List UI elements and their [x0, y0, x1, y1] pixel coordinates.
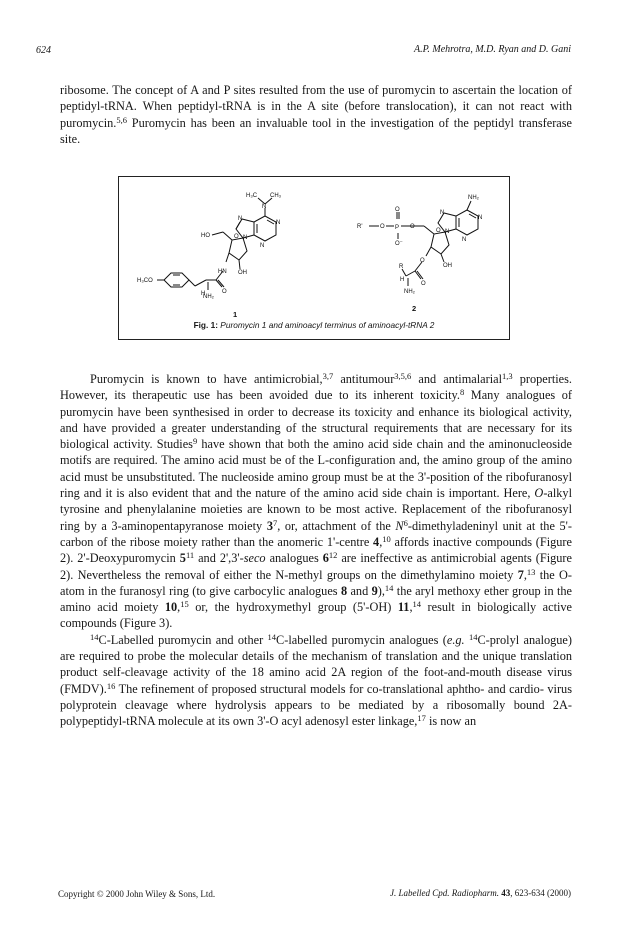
text-run: C-labelled puromycin analogues (	[276, 632, 447, 647]
text-run: C-prolyl analogue) are required to probe the molecular details of the mechanism of translation and the unique translation product self-cleavage activity of the 18 amino acid 2A region of the foot-and-mouth disease virus (FMDV).	[60, 632, 572, 696]
text-run: , or, attachment of the	[277, 518, 396, 533]
text-run: ,	[379, 534, 383, 549]
atom-label: NH₂	[203, 294, 214, 300]
atom-label: O⁻	[395, 241, 403, 247]
superscript: 6	[403, 517, 408, 528]
text-run: Puromycin is known to have antimicrobial,	[90, 372, 323, 386]
atom-label: P	[395, 225, 400, 231]
reference-superscript: 10	[382, 533, 391, 544]
atom-label: O	[380, 224, 385, 230]
italic-text: e.g.	[446, 632, 465, 647]
aminoacyl-trna-atom-labels	[357, 195, 482, 313]
compound-ref: 9	[371, 583, 378, 598]
page-number: 624	[36, 45, 51, 56]
italic-text: O	[534, 486, 544, 501]
compound-ref: 8	[340, 583, 348, 598]
atom-label: OH	[238, 270, 247, 276]
atom-label: OH	[443, 263, 452, 269]
compound-ref: 10	[164, 600, 178, 615]
atom-label: O	[222, 289, 227, 295]
isotope-superscript: 14	[468, 631, 478, 642]
atom-label: HN	[218, 269, 227, 275]
text-run: ,	[409, 600, 413, 615]
reference-superscript: 8	[459, 387, 465, 398]
atom-label: H	[201, 291, 206, 297]
text-run: ,	[523, 567, 527, 582]
atom-label: O	[420, 258, 425, 264]
text-run: have shown that both the amino acid side chain and the aminonucleoside motifs are required. The amino acid must be of the L-configuration and, the amino group of the amino acid must be unsubstituted. The nucleoside amino group must be at the 3'-position of the ribofuranosyl ring and it is also evident that and the nature of the amino acid side chain is important. Here,	[60, 437, 572, 501]
journal-citation	[390, 888, 571, 898]
atom-label: R'	[357, 224, 363, 230]
text-run: antitumour	[333, 372, 395, 386]
text-run: result in biologically active compounds (Figure 3).	[60, 600, 573, 631]
atom-label: R	[399, 264, 404, 270]
atom-label: N	[478, 215, 483, 221]
text-run: Many analogues of puromycin have been synthesised in order to decrease its toxicity and enhance its biological activity, and have provided a greater understanding of the structural requirements that are necessary for its biological activity. Studies	[60, 388, 572, 452]
text-run: Puromycin has been an invaluable tool in the investigation of the peptidyl transferase site.	[60, 115, 572, 146]
figure-caption	[119, 320, 509, 330]
reference-superscript: 1,3	[502, 371, 513, 381]
reference-superscript: 14	[384, 582, 394, 593]
text-run: affords inactive compounds (Figure 2). 2'-Deoxypuromycin	[60, 534, 572, 566]
text-run: analogues	[265, 551, 323, 566]
atom-label: O	[234, 234, 239, 240]
text-run: ribosome. The concept of A and P sites resulted from the use of puromycin to ascertain the location of peptidyl-tRNA. When peptidyl-tRNA is in the A site (before translocation), it can not react with puromycin.	[60, 83, 572, 130]
compound-ref: 4	[373, 534, 380, 549]
text-run: and antimalarial	[411, 372, 502, 386]
text-run: and 2',3'-	[194, 551, 244, 566]
atom-label: N	[440, 210, 445, 216]
atom-label: N	[462, 237, 467, 243]
compound-ref: 3	[266, 518, 273, 533]
text-run: the O-atom in the furanosyl ring (to give carbocylic analogues	[60, 567, 572, 598]
compound-ref: 5	[179, 551, 186, 566]
body-paragraph-2	[60, 371, 572, 730]
reference-superscript: 13	[526, 566, 536, 577]
reference-superscript: 15	[180, 599, 189, 610]
isotope-superscript: 14	[267, 631, 277, 642]
text-run: The refinement of proposed structural models for co-translational aphtho- and cardio- virus polyprotein cleavage where hydrolysis appears to be mediated by a ribosomally bound 2A-polypeptidyl-tRNA molecule at its own 3'-O acyl adenosyl ester linkage,	[60, 681, 572, 729]
reference-superscript: 12	[328, 550, 338, 561]
text-run: C-Labelled puromycin and other	[98, 632, 268, 647]
text-run: is now an	[425, 714, 477, 729]
caption-text: Puromycin 1 and aminoacyl terminus of aminoacyl-tRNA 2	[218, 320, 435, 330]
copyright-notice: Copyright © 2000 John Wiley & Sons, Ltd.	[58, 889, 216, 899]
compound-number: 2	[412, 304, 417, 313]
atom-label: N	[445, 229, 450, 235]
atom-label: O	[436, 228, 441, 234]
atom-label: CH₃	[270, 193, 282, 199]
text-run: ),	[377, 583, 385, 598]
reference-superscript: 7	[272, 517, 278, 528]
atom-label: N	[238, 216, 243, 222]
journal-name: J. Labelled Cpd. Radiopharm.	[390, 888, 499, 898]
puromycin-atom-labels	[137, 193, 282, 319]
running-head: A.P. Mehrotra, M.D. Ryan and D. Gani	[413, 44, 571, 55]
reference-superscript: 17	[417, 713, 426, 724]
atom-label: NH₂	[404, 289, 415, 295]
atom-label: O	[395, 207, 400, 213]
puromycin-structure	[157, 198, 276, 290]
reference-superscript: 11	[185, 550, 195, 561]
text-run: or, the hydroxymethyl group (5'-OH)	[188, 600, 398, 615]
text-run: properties. However, its therapeutic use has been avoided due to its inherent toxicity.	[60, 372, 572, 403]
reference-superscript: 16	[106, 680, 116, 691]
atom-label: HO	[201, 233, 210, 239]
atom-label: H₃CO	[137, 278, 153, 284]
atom-label: H₃C	[246, 193, 258, 199]
atom-label: N	[276, 220, 281, 226]
reference-superscript: 5,6	[116, 114, 127, 125]
intro-paragraph	[60, 82, 572, 147]
text-run: -dimethyladeninyl unit at the 5'-carbon of the ribose moiety rather than the anomeric 1'-centre	[60, 518, 572, 549]
text-run: -alkyl tyrosine and phenylalanine moieties are known to be most active. Replacement of the ribofuranosyl ring by a 3-aminopentapyranose moiety	[60, 486, 572, 533]
atom-label: O	[421, 281, 426, 287]
page-range: , 623-634 (2000)	[510, 888, 571, 898]
atom-label: O	[410, 224, 415, 230]
text-run: and	[347, 583, 372, 598]
text-run: the aryl methoxy ether group in the amino acid moiety	[60, 583, 573, 615]
reference-superscript: 3,5,6	[394, 371, 412, 381]
caption-label: Fig. 1:	[193, 320, 218, 330]
reference-superscript: 14	[412, 599, 422, 610]
volume-number: 43	[501, 888, 511, 898]
compound-ref: 11	[397, 600, 410, 615]
atom-label: N	[262, 204, 267, 210]
structure-diagram	[119, 177, 509, 339]
figure-1	[118, 176, 510, 340]
italic-text: seco	[243, 551, 266, 566]
atom-label: N	[260, 243, 265, 249]
text-run: ,	[177, 600, 181, 615]
reference-superscript: 9	[192, 436, 198, 447]
compound-ref: 6	[322, 551, 329, 566]
aminoacyl-trna-structure	[369, 201, 478, 286]
text-run: are ineffective as antimicrobial agents (Figure 2). Nevertheless the removal of either the N-methyl groups on the dimethylamino moiety	[60, 551, 572, 582]
atom-label: N	[243, 235, 248, 241]
compound-ref: 7	[517, 567, 524, 582]
isotope-superscript: 14	[90, 631, 99, 642]
italic-text: N	[395, 518, 404, 533]
compound-number: 1	[233, 310, 238, 319]
reference-superscript: 3,7	[322, 371, 334, 381]
atom-label: NH₂	[468, 195, 479, 201]
atom-label: H	[400, 277, 405, 283]
